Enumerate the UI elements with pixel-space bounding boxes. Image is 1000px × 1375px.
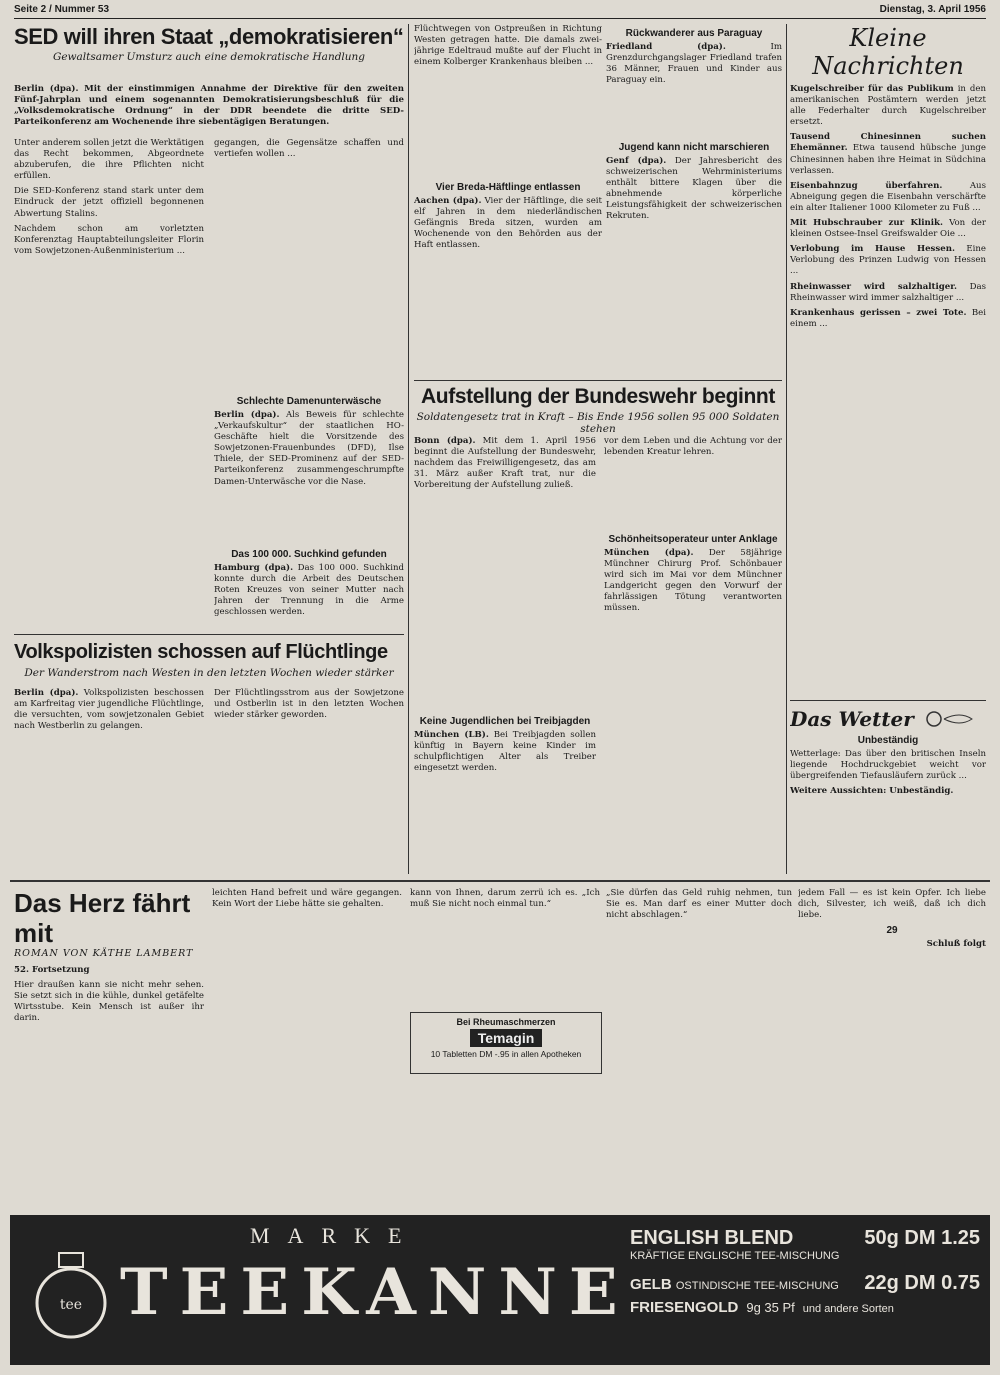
kleine-item-head: Kugelschreiber für das Publikum [790, 84, 954, 94]
ostpreussen-text: Flüchtwegen von Ostpreußen in Richtung Westen getragen hatte. Die damals zwei-jährige Edeltraud mußte auf der Flucht in einem Kolberger Krankenhaus bleiben ... [414, 24, 602, 68]
teapot-icon [26, 1235, 116, 1345]
paraguay-dateline: Friedland (dpa). [606, 42, 726, 52]
treibjagden-text: Bei Treibjagden sollen künftig in Bayern keine Kinder im schulpflichtigen Alter als Treiber eingesetzt werden. [414, 730, 596, 774]
roman-column-5 [798, 888, 986, 1198]
kleine-item-head: Krankenhaus gerissen – zwei Tote. [790, 307, 967, 318]
wetter-subtitle: Unbeständig [857, 735, 919, 746]
ad-fries: FRIESENGOLD [630, 1299, 739, 1316]
breda-article [414, 178, 602, 378]
roman-author: ROMAN VON KÄTHE LAMBERT [14, 948, 194, 959]
divider [10, 880, 990, 882]
jugend-text: Der Jahresbericht des schweizerischen Wehrministeriums enthält bittere Klagen über die abnehmende körperliche Leistungsfähigkeit der schweizerischen Rekruten. [606, 156, 782, 222]
bundeswehr-headline: Aufstellung der Bundeswehr beginnt [421, 385, 775, 408]
ad-gelb-price: 22g DM 0.75 [864, 1272, 980, 1294]
wetter-text: Wetterlage: Das über den britischen Inseln liegende Hochdruckgebiet weicht vor übergreifenden Tiefausläufern zurück ... [790, 749, 986, 782]
divider [786, 24, 787, 874]
roman-column-1 [14, 888, 204, 1198]
kleine-item-text: Eine Verlobung des Prinzen Ludwig von Hessen ... [790, 244, 986, 277]
schoenheit-article [604, 530, 782, 910]
jugend-dateline: Genf (dpa). [606, 156, 667, 166]
volkspolizisten-text-1: Volkspolizisten beschossen am Karfreitag vier jugendliche Flüchtlinge, die versuchten, vom sowjetzonalen Gebiet nach Westberlin zu gelangen. [14, 688, 204, 732]
roman-end: Schluß folgt [926, 939, 986, 950]
ad-english-price: 50g DM 1.25 [864, 1227, 980, 1249]
ad-marke: MARKE [250, 1223, 420, 1248]
page-date: Dienstag, 3. April 1956 [879, 4, 986, 15]
sed-lead-text: Mit der einstimmigen Annahme der Direktive für den zweiten Fünf-Jahrplan und einem sogenannten Demokratisierungsbeschluß für die „Volksdemokratische Ordnung“ in der DDR beendete die dritte SED-Parteikonferenz am Wochenende ihre siebentägigen Beratungen. [14, 84, 404, 128]
sed-headline: SED will ihren Staat „demokratisieren“ [14, 24, 404, 49]
page-header [14, 4, 986, 19]
volkspolizisten-column-2 [214, 688, 404, 878]
suchkind-text: Das 100 000. Suchkind konnte durch die Arbeit des Deutschen Roten Kreuzes von seiner Mutter nach Jahren der Trennung in die Arme geschlossen werden. [214, 563, 404, 618]
sed-col2-text: gegangen, die Gegensätze schaffen und vertiefen wollen ... [214, 138, 404, 160]
volkspolizisten-head [14, 640, 404, 686]
kleine-item-head: Tausend Chinesinnen suchen Ehemänner. [790, 132, 986, 154]
sed-column-1 [14, 138, 204, 608]
schoenheit-heading: Schönheitsoperateur unter Anklage [608, 534, 778, 545]
kleine-item-text: Etwa tausend hübsche junge Chinesinnen haben ihre Heimat in Südchina verlassen. [790, 143, 986, 176]
kleine-item-text: Von der kleinen Ostsee-Insel Greifswalder Oie ... [790, 218, 986, 240]
ad-fries-price: 9g 35 Pf [746, 1300, 795, 1315]
bundeswehr-subhead: Soldatengesetz trat in Kraft – Bis Ende 1956 sollen 95 000 Soldaten stehen [416, 411, 780, 434]
roman-col2-text: leichten Hand befreit und wäre gegangen. Kein Wort der Liebe hätte sie gehalten. [212, 888, 402, 910]
temagin-brand: Temagin [470, 1029, 543, 1047]
breda-dateline: Aachen (dpa). [414, 196, 482, 206]
suchkind-heading: Das 100 000. Suchkind gefunden [231, 549, 387, 560]
bundeswehr-dateline: Bonn (dpa). [414, 436, 476, 446]
volkspolizisten-headline: Volkspolizisten schossen auf Flüchtlinge [14, 641, 388, 663]
ad-english: ENGLISH BLEND [630, 1227, 794, 1249]
volkspolizisten-dateline: Berlin (dpa). [14, 688, 79, 698]
schoenheit-dateline: München (dpa). [604, 548, 694, 558]
paraguay-article [606, 24, 782, 134]
page-number: Seite 2 / Nummer 53 [14, 4, 110, 15]
treibjagden-heading: Keine Jugendlichen bei Treibjagden [419, 716, 591, 727]
sed-article-head [14, 24, 404, 84]
roman-col3-text: kann von Ihnen, darum zerrü ich es. „Ich muß Sie nicht noch einmal tun.“ [410, 888, 600, 910]
sun-icon [920, 707, 974, 731]
roman-chapter: 29 [886, 925, 898, 937]
ad-english-sub: KRÄFTIGE ENGLISCHE TEE-MISCHUNG [630, 1250, 840, 1262]
wetter-title: Das Wetter [790, 707, 914, 731]
roman-column-4 [606, 888, 792, 1198]
paraguay-text: Im Grenzdurchgangslager Friedland trafen 36 Männer, Frauen und Kinder aus Paraguay ein. [606, 42, 782, 86]
unterwaesche-heading: Schlechte Damenunterwäsche [236, 396, 382, 407]
roman-fortsetzung: 52. Fortsetzung [14, 965, 90, 975]
sed-column-2 [214, 138, 404, 388]
kleine-item-text: Das Rheinwasser wird immer salzhaltiger ... [790, 281, 986, 303]
volkspolizisten-subhead: Der Wanderstrom nach Westen in den letzten Wochen wieder stärker [24, 667, 394, 679]
ad-fries-sub: und andere Sorten [802, 1303, 894, 1315]
roman-title: Das Herz fährt mit [14, 888, 191, 948]
kleine-item-text: in den amerikanischen Postämtern werden jetzt alle Federhalter durch Kugelschreiber ersetzt. [790, 84, 986, 128]
sed-subhead: Gewaltsamer Umsturz auch eine demokratische Handlung [52, 51, 366, 63]
kleine-item-head: Eisenbahnzug überfahren. [790, 180, 943, 191]
volkspolizisten-text-2: Der Flüchtlingsstrom aus der Sowjetzone und Ostberlin ist in den letzten Wochen wieder stärker geworden. [214, 688, 404, 721]
kleine-item-text: Bei einem ... [790, 307, 986, 329]
roman-text: Hier draußen kann sie nicht mehr sehen. Sie setzt sich in die kühle, dunkel getäfelte Wirtsstube. Kein Mensch ist außer ihr darin. [14, 980, 204, 1024]
divider [408, 24, 409, 874]
bundeswehr-column-2 [604, 436, 782, 526]
teekanne-ad [10, 1215, 990, 1365]
breda-text: Vier der Häftlinge, die seit elf Jahren in dem niederländischen Gefängnis Breda sitzen, wurden am Wochenende von den Behörden aus der Haft entlassen. [414, 196, 602, 251]
sed-paragraph-1: Unter anderem sollen jetzt die Werktätigen das Recht bekommen, Abgeordnete abzuberufen, die ihre Pflichten nicht erfüllen. [14, 138, 204, 182]
unterwaesche-dateline: Berlin (dpa). [214, 410, 280, 420]
ad-brand: TEEKANNE [120, 1255, 630, 1330]
kleine-nachrichten-title: Kleine Nachrichten [812, 24, 964, 80]
temagin-bottom: 10 Tabletten DM -.95 in allen Apotheken [430, 1049, 582, 1059]
treibjagden-dateline: München (LB). [414, 730, 489, 740]
temagin-ad [410, 1012, 602, 1074]
bundeswehr-column-1 [414, 436, 596, 706]
wetter-ausblick: Weitere Aussichten: Unbeständig. [790, 786, 954, 797]
sed-lead [14, 84, 404, 136]
unterwaesche-text: Als Beweis für schlechte „Verkaufskultur“ der staatlichen HO-Geschäfte hielt die Vorsitzende des Sowjetzonen-Frauenbundes (DFD), Ilse Thiele, der SED-Prominenz auf der SED-Parteikonferenz zusammengeschrumpfte Damen-Unterwäsche vor die Nase. [214, 410, 404, 487]
kleine-item-head: Verlobung im Hause Hessen. [790, 244, 955, 255]
divider [414, 380, 782, 381]
breda-heading: Vier Breda-Häftlinge entlassen [435, 182, 581, 193]
kleine-item-head: Mit Hubschrauber zur Klinik. [790, 218, 943, 229]
sed-dateline: Berlin (dpa). [14, 84, 79, 94]
suchkind-dateline: Hamburg (dpa). [214, 563, 294, 573]
treibjagden-article [414, 712, 596, 882]
ad-gelb-sub: OSTINDISCHE TEE-MISCHUNG [675, 1280, 839, 1292]
jugend-article [606, 138, 782, 378]
roman-column-2 [212, 888, 402, 1198]
roman-column-3 [410, 888, 600, 1008]
divider [14, 634, 404, 635]
kleine-nachrichten [790, 24, 986, 694]
jugend-heading: Jugend kann nicht marschieren [618, 142, 770, 153]
ad-gelb: GELB [630, 1276, 672, 1293]
ad-prices [630, 1227, 980, 1316]
bundeswehr-text-2: vor dem Leben und die Achtung vor der lebenden Kreatur lehren. [604, 436, 782, 458]
bundeswehr-text: Mit dem 1. April 1956 beginnt die Aufstellung der Bundeswehr, nachdem das Freiwilligengesetz, das am 31. März außer Kraft trat, nur die Vorbereitung der Aufstellung zuließ. [414, 436, 596, 491]
kleine-item-text: Aus Abneigung gegen die Eisenbahn verschärfte ein alter Italiener 1000 Kilometer zu Fuß ... [790, 180, 986, 213]
roman-col4-text: „Sie dürfen das Geld ruhig nehmen, tun Sie es. Man darf es einer Mutter doch nicht abschlagen.“ [606, 888, 792, 921]
svg-text:tee: tee [59, 1297, 83, 1313]
suchkind-article [214, 545, 404, 635]
volkspolizisten-column-1 [14, 688, 204, 878]
schoenheit-text: Der 58jährige Münchner Chirurg Prof. Schönbauer wird sich im Mai vor dem Münchner Landgericht gegen den Vorwurf der fahrlässigen Tötung verantworten müssen. [604, 548, 782, 614]
paraguay-heading: Rückwanderer aus Paraguay [625, 28, 763, 39]
roman-col5-text: jedem Fall — es ist kein Opfer. Ich liebe dich, Silvester, ich weiß, daß ich dich liebe. [798, 888, 986, 921]
ostpreussen-article [414, 24, 602, 174]
sed-paragraph-3: Nachdem schon am vorletzten Konferenztag Hauptabteilungsleiter Florin vom Sowjetzonen-Außenministerium ... [14, 223, 204, 256]
sed-paragraph-2: Die SED-Konferenz stand stark unter dem Eindruck der jetzt offiziell begonnenen Abwertung Stalins. [14, 186, 204, 219]
kleine-item-head: Rheinwasser wird salzhaltiger. [790, 281, 957, 292]
bundeswehr-head [414, 384, 782, 434]
unterwaesche-article [214, 392, 404, 542]
temagin-top: Bei Rheumaschmerzen [456, 1017, 556, 1027]
